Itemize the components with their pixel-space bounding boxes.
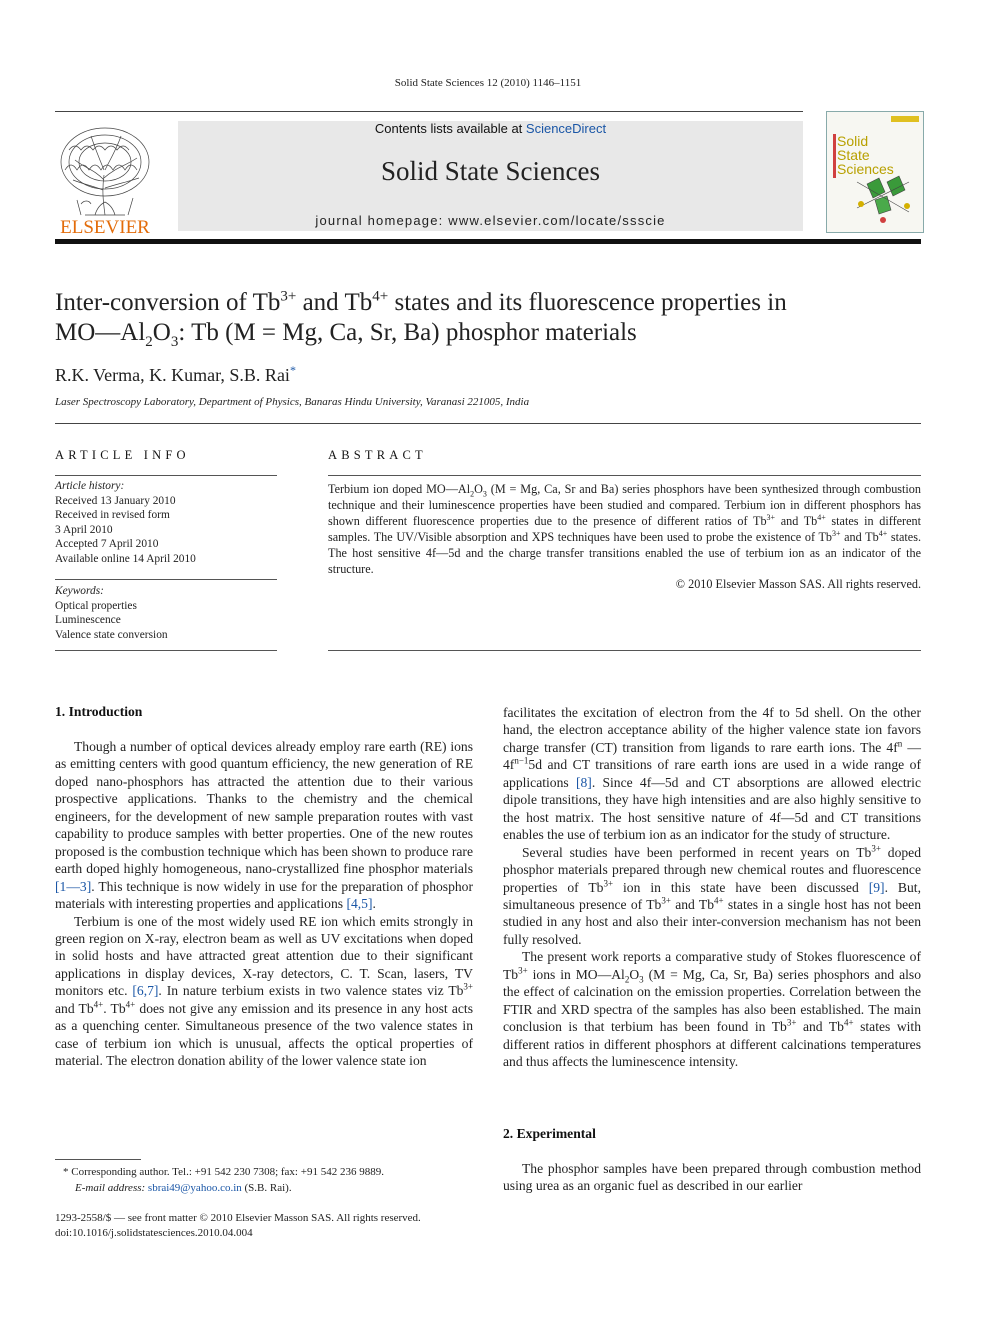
contents-prefix: Contents lists available at — [374, 121, 526, 136]
contents-line — [178, 121, 803, 136]
corresponding-author-mark[interactable]: * — [289, 363, 296, 377]
journal-citation: Solid State Sciences 12 (2010) 1146–1151 — [394, 77, 582, 89]
article-title — [55, 288, 935, 348]
journal-title[interactable]: Solid State Sciences — [381, 156, 600, 186]
keywords-rule — [55, 579, 277, 580]
keyword-item: Valence state conversion — [55, 628, 168, 641]
article-info-rule — [55, 475, 277, 476]
right-column-text — [503, 704, 921, 1071]
header-rule — [55, 111, 803, 112]
history-accepted: Accepted 7 April 2010 — [55, 538, 159, 550]
reference-link[interactable]: [1—3] — [55, 878, 92, 894]
article-info-heading: ARTICLE INFO — [55, 448, 190, 462]
elsevier-logo[interactable] — [55, 120, 155, 236]
keyword-item: Luminescence — [55, 614, 121, 626]
section-2-heading: 2. Experimental — [503, 1126, 596, 1141]
abstract-rule — [328, 475, 921, 476]
email-note: E-mail address: sbrai49@yahoo.co.in (S.B. Rai). — [75, 1182, 292, 1194]
title-rule — [55, 423, 921, 424]
cover-title-line-3: Sciences — [837, 161, 894, 177]
history-label: Article history: — [55, 480, 125, 492]
authors-text: R.K. Verma, K. Kumar, S.B. Rai — [55, 365, 290, 385]
abstract-heading: ABSTRACT — [328, 448, 427, 462]
intro-paragraph-3: Several studies have been performed in recent years on $Tb^{3+}$ doped phosphor materials prepared through new chemical routes and fluorescence properties of $Tb^{3+}$ ion in this state have been discussed [9]. But, simultaneous presence of $Tb^{3+}$ and $Tb^{4+}$ states in a single host has not been studied in any host and also their inter-conversion mechanism has not been fully resolved. — [503, 843, 922, 947]
intro-paragraph-2-continued: facilitates the excitation of electron from the 4f to 5d shell. On the other hand, the electron acceptance ability of the higher valence state ion favors charge transfer (CT) transition from ligands to rare earth ions. The $4f^n$ — $4f^{n-1}5d$ and CT transitions of rare earth ions are used in a wide range of applications [8]. Since 4f—5d and CT absorptions are allowed electric dipole transitions, they have high intensities and are also highly sensitive to the host matrix. The host sensitive nature of 4f—5d and CT transitions enables the use of terbium ion as an indicator for the study of structure. — [503, 705, 921, 843]
history-received: Received 13 January 2010 — [55, 494, 176, 507]
intro-paragraph-4: The present work reports a comparative study of Stokes fluorescence of $Tb^{3+}$ ions in $MO—Al_2O_3$ (M = Mg, Ca, Sr, Ba) series phosphors and also the effect of calcination on the emission properties. Correlation between the FTIR and XRD spectra of the samples has also been established. The main conclusion is that terbium has been found in $Tb^{3+}$ and $Tb^{4+}$ states with different ratios in different phosphors at different calcinations temperatures and thus affects the luminescence intensity. — [503, 949, 922, 1070]
footnote-block — [55, 1164, 473, 1196]
doi-line[interactable]: doi:10.1016/j.solidstatesciences.2010.04.004 — [55, 1226, 253, 1239]
experimental-text — [503, 1160, 921, 1195]
experimental-paragraph-1: The phosphor samples have been prepared through combustion method using urea as an organic fuel as described in our earlier — [503, 1161, 921, 1194]
reference-link[interactable]: [8] — [575, 774, 592, 790]
reference-link[interactable]: [9] — [868, 879, 885, 895]
article-history — [55, 479, 277, 566]
elsevier-tree-icon — [55, 120, 155, 236]
author-email-link[interactable]: sbrai49@yahoo.co.in — [147, 1182, 242, 1194]
keywords-label: Keywords: — [55, 585, 104, 597]
journal-homepage[interactable]: journal homepage: www.elsevier.com/locate/ssscie — [315, 213, 666, 228]
title-line-2: $MO—Al_2O_3$: Tb (M = Mg, Ca, Sr, Ba) phosphor materials — [55, 319, 637, 350]
author-list — [55, 363, 296, 386]
reference-link[interactable]: [4,5] — [346, 896, 373, 912]
corresponding-author-note: * Corresponding author. Tel.: +91 542 230 7308; fax: +91 542 236 9889. — [63, 1166, 384, 1178]
abstract-copyright: © 2010 Elsevier Masson SAS. All rights reserved. — [675, 577, 921, 591]
keyword-item: Optical properties — [55, 599, 137, 612]
article-info-bottom-rule — [55, 650, 277, 651]
history-online: Available online 14 April 2010 — [55, 552, 196, 565]
reference-link[interactable]: [6,7] — [132, 983, 159, 999]
footnote-rule — [55, 1159, 141, 1160]
front-matter-block — [55, 1211, 495, 1240]
cover-image-icon — [827, 112, 923, 232]
journal-cover-thumbnail[interactable] — [826, 111, 924, 233]
title-line-1: Inter-conversion of $Tb^{3+}$ and $Tb^{4+}$ states and its fluorescence properties in — [55, 288, 787, 316]
abstract-text: Terbium ion doped $MO—Al_2O_3$ (M = Mg, Ca, Sr and Ba) series phosphors have been synthesized through combustion technique and their luminescence properties have been studied and compared. Terbium ion in different phosphors has shown different fluorescence properties due to the presence of different ratios of $Tb^{3+}$ and $Tb^{4+}$ states in different samples. The UV/Visible absorption and XPS techniques have been used to probe the existence of $Tb^{3+}$ and $Tb^{4+}$ states. The host sensitive 4f—5d and the charge transfer transitions enabled the use of terbium ion as an indicator of the structure. — [328, 482, 922, 576]
abstract-bottom-rule — [328, 650, 921, 651]
header-thick-rule — [55, 239, 921, 244]
front-matter-line: 1293-2558/$ — see front matter © 2010 Elsevier Masson SAS. All rights reserved. — [55, 1212, 421, 1224]
history-revised-label: Received in revised form — [55, 509, 170, 521]
section-1-heading: 1. Introduction — [55, 704, 143, 719]
history-revised-date: 3 April 2010 — [55, 523, 113, 536]
elsevier-wordmark: ELSEVIER — [60, 217, 150, 236]
keywords-block — [55, 584, 277, 642]
cover-title-line-2: State — [837, 147, 870, 163]
sciencedirect-link[interactable]: ScienceDirect — [525, 121, 607, 136]
affiliation: Laser Spectroscopy Laboratory, Department of Physics, Banaras Hindu University, Varanasi 221005, India — [55, 396, 530, 408]
left-column-text — [55, 738, 473, 1070]
intro-paragraph-1: Though a number of optical devices already employ rare earth (RE) ions as emitting centers with good quantum efficiency, the new generation of RE doped nano-phosphors has attracted the attention due to their various prospective applications. Thanks to the chemistry and the chemical engineers, for the development of new sample preparation routes with vast capability to produce samples with better properties. One of the new routes proposed is the combustion technique which has been shown to produce rare earth doped highly homogeneous, nano-crystallized fine phosphor materials [1—3]. This technique is now widely in use for the preparation of phosphor materials with interesting properties and applications [4,5]. — [55, 739, 473, 912]
intro-paragraph-2: Terbium is one of the most widely used RE ion which emits strongly in green region on X-ray, electron beam as well as UV excitations when doped in solid hosts and have attracted great attention due to their significant applications in display devices, X-ray detectors, C. T. Scan, lasers, TV monitors etc. [6,7]. In nature terbium exists in two valence states viz $Tb^{3+}$ and $Tb^{4+}$. $Tb^{4+}$ does not give any emission and its presence in any host acts as a quenching center. Simultaneous presence of the two valence states in case of terbium ion which is unusual, affects the optical properties of material. The electron donation ability of the lower valence state ion — [55, 913, 473, 1069]
cover-title-line-1: Solid — [837, 133, 869, 149]
